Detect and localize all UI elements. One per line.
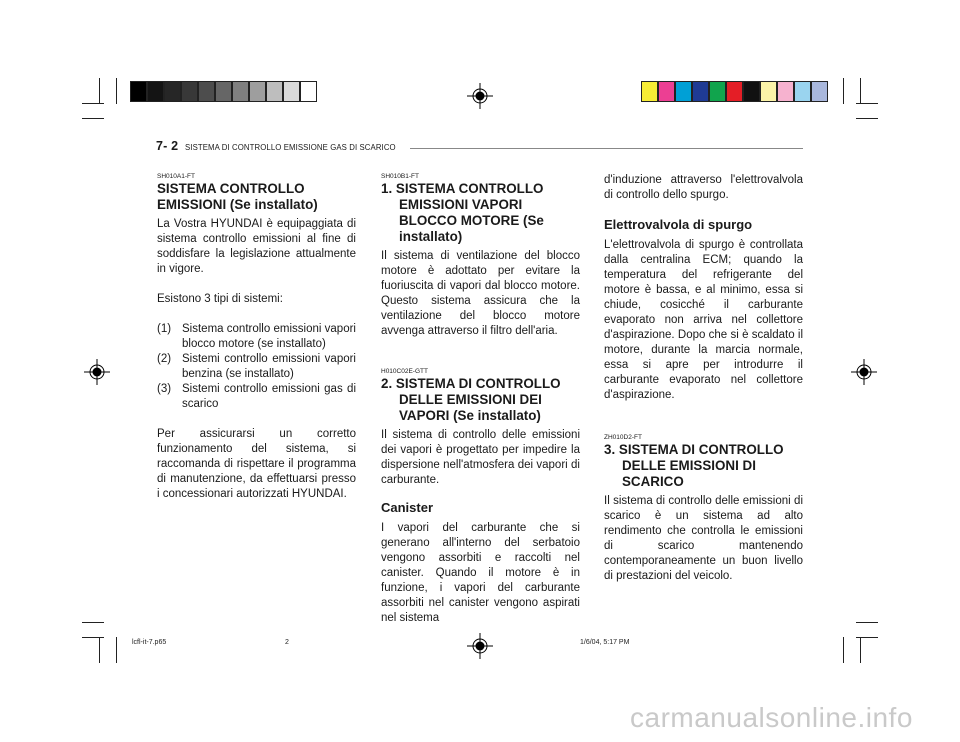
crop-mark — [116, 78, 117, 104]
subsection-heading: Elettrovalvola di spurgo — [604, 217, 753, 232]
color-swatch — [232, 81, 249, 102]
color-swatch — [283, 81, 300, 102]
crop-mark — [82, 622, 104, 623]
grayscale-calibration-strip — [130, 81, 317, 102]
color-swatch — [658, 81, 675, 102]
section-heading: 3. SISTEMA DI CONTROLLO DELLE EMISSIONI DI SCARICO — [604, 442, 784, 489]
section-code: SH010B1-FT — [381, 173, 419, 180]
color-swatch — [794, 81, 811, 102]
subsection-heading: Canister — [381, 500, 434, 515]
color-swatch — [692, 81, 709, 102]
column-left — [157, 173, 356, 502]
list-item-text: Sistema controllo emissioni vapori blocco motore (se installato) — [182, 323, 356, 350]
color-swatch — [130, 81, 147, 102]
color-swatch — [147, 81, 164, 102]
registration-target-icon — [84, 359, 110, 385]
color-calibration-strip — [641, 81, 828, 102]
section-heading: 2. SISTEMA DI CONTROLLO DELLE EMISSIONI DEI VAPORI (Se installato) — [381, 376, 561, 423]
column-right — [604, 173, 803, 584]
crop-mark — [856, 622, 878, 623]
list-item — [157, 382, 356, 412]
crop-mark — [99, 637, 100, 663]
crop-mark — [99, 78, 100, 104]
footer-filename: lcfl-it-7.p65 — [132, 639, 167, 646]
list-item-text: Sistemi controllo emissioni gas di scarico — [182, 383, 356, 410]
crop-mark — [82, 118, 104, 119]
crop-mark — [860, 78, 861, 104]
section-heading: SISTEMA CONTROLLO EMISSIONI (Se installato) — [157, 181, 318, 212]
list-item — [157, 322, 356, 352]
paragraph: Il sistema di ventilazione del blocco motore è adottato per evitare la fuoriuscita di vapori dal blocco motore. Questo sistema assicura che la ventilazione del blocco motore avvenga attraverso il filtro dell'aria. — [381, 250, 580, 337]
list-item-label: (1) — [157, 323, 172, 335]
paragraph: Esistono 3 tipi di sistemi: — [157, 293, 283, 305]
page-title: SISTEMA DI CONTROLLO EMISSIONE GAS DI SCARICO — [185, 143, 396, 152]
crop-mark — [82, 103, 104, 104]
systems-list — [157, 322, 356, 412]
section-heading: 1. SISTEMA CONTROLLO EMISSIONI VAPORI BLOCCO MOTORE (Se installato) — [381, 181, 544, 244]
header-divider — [410, 148, 803, 149]
paragraph: L'elettrovalvola di spurgo è controllata dalla centralina ECM; quando la temperatura del refrigerante del motore è bassa, e al minimo, essa si chiude, cosicché il carburante evaporato non arriva nel collettore d'aspirazione. Dopo che si è scaldato il motore, durante la marcia normale, essa si apre per introdurre il carburante evaporato nel collettore d'aspirazione. — [604, 239, 803, 401]
crop-mark — [82, 637, 104, 638]
watermark: carmanualsonline.info — [630, 702, 913, 733]
crop-mark — [843, 637, 844, 663]
paragraph: d'induzione attraverso l'elettrovalvola di controllo dello spurgo. — [604, 174, 803, 201]
registration-target-icon — [467, 83, 493, 109]
color-swatch — [777, 81, 794, 102]
list-item-label: (3) — [157, 383, 172, 395]
color-swatch — [249, 81, 266, 102]
color-swatch — [811, 81, 828, 102]
color-swatch — [709, 81, 726, 102]
crop-mark — [856, 118, 878, 119]
color-swatch — [181, 81, 198, 102]
registration-target-icon — [467, 633, 493, 659]
crop-mark — [860, 637, 861, 663]
column-middle — [381, 173, 580, 626]
page-number: 7- 2 — [156, 139, 179, 153]
color-swatch — [215, 81, 232, 102]
list-item-text: Sistemi controllo emissioni vapori benzina (se installato) — [182, 353, 356, 380]
color-swatch — [641, 81, 658, 102]
footer-date: 1/6/04, 5:17 PM — [580, 639, 630, 646]
paragraph: Il sistema di controllo delle emissioni di scarico è un sistema ad alto rendimento che controlla le emissioni di scarico mantenendo contemporaneamente un buon livello di prestazioni del veicolo. — [604, 495, 803, 582]
footer-page: 2 — [285, 639, 289, 646]
color-swatch — [743, 81, 760, 102]
list-item-label: (2) — [157, 353, 172, 365]
section-code: ZH010D2-FT — [604, 434, 642, 441]
color-swatch — [675, 81, 692, 102]
paragraph: I vapori del carburante che si generano all'interno del serbatoio vengono assorbiti e raccolti nel canister. Quando il motore è in funzione, i vapori del carburante assorbiti nel canister vengono aspirati nel sistema — [381, 522, 580, 624]
crop-mark — [856, 103, 878, 104]
color-swatch — [164, 81, 181, 102]
list-item — [157, 352, 356, 382]
color-swatch — [760, 81, 777, 102]
paragraph: Per assicurarsi un corretto funzionamento del sistema, si raccomanda di rispettare il programma di manutenzione, da effettuarsi presso i concessionari autorizzati HYUNDAI. — [157, 428, 356, 500]
color-swatch — [198, 81, 215, 102]
color-swatch — [300, 81, 317, 102]
color-swatch — [726, 81, 743, 102]
paragraph: La Vostra HYUNDAI è equipaggiata di sistema controllo emissioni al fine di soddisfare la legislazione attualmente in vigore. — [157, 218, 356, 275]
section-code: SH010A1-FT — [157, 173, 195, 180]
registration-target-icon — [851, 359, 877, 385]
color-swatch — [266, 81, 283, 102]
section-code: H010C02E-GTT — [381, 368, 428, 375]
crop-mark — [116, 637, 117, 663]
paragraph: Il sistema di controllo delle emissioni dei vapori è progettato per impedire la dispersione nell'atmosfera dei vapori di carburante. — [381, 429, 580, 486]
crop-mark — [843, 78, 844, 104]
